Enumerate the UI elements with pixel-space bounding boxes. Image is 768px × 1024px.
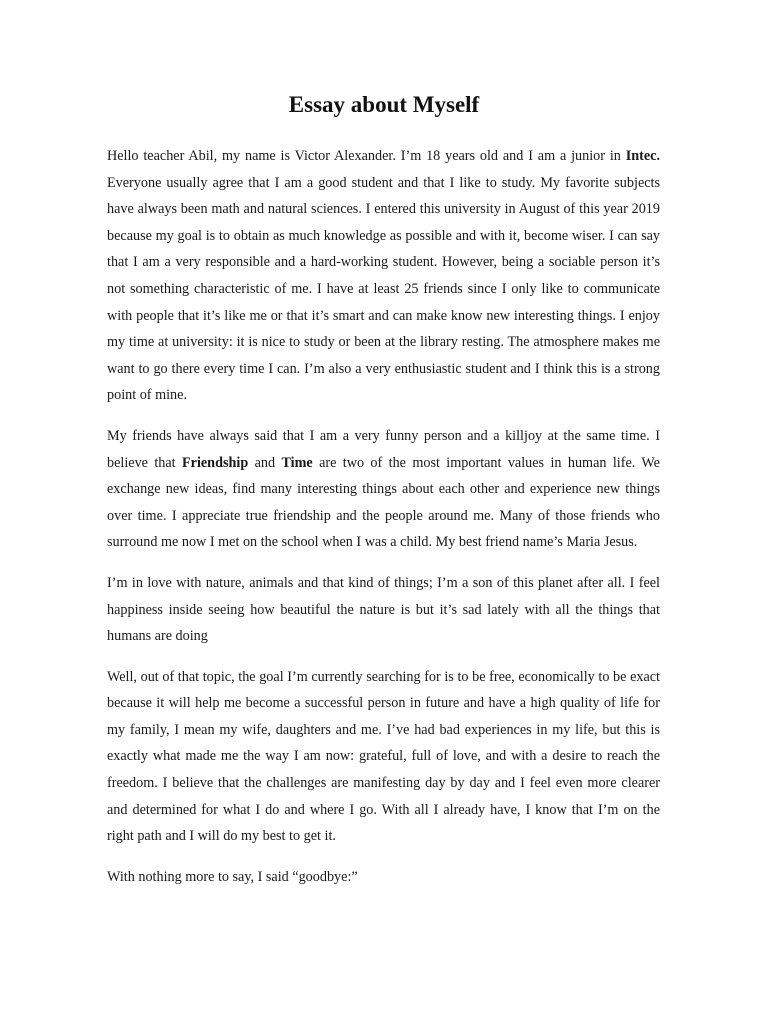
text-segment: My friends have always said that I am a very funny person and a killjoy at the same time. I believe that <box>107 427 660 471</box>
text-segment-bold: Friendship <box>181 454 249 471</box>
text-segment: Hello teacher Abil, my name is Victor Alexander. I’m 18 years old and I am a junior in <box>107 148 626 164</box>
document-body <box>107 143 660 904</box>
paragraph-intro <box>107 143 660 409</box>
document-title: Essay about Myself <box>288 92 480 117</box>
text-segment-bold: Intec. <box>625 148 660 164</box>
text-segment: Well, out of that topic, the goal I’m currently searching for is to be free, economically to be exact because it will help me become a successful person in future and have a high quality of life for my family, I mean my wife, daughters and me. I’ve had bad experiences in my life, but this is exactly what made me the way I am now: grateful, full of love, and with a desire to reach the freedom. I believe that the challenges are manifesting day by day and I feel even more clearer and determined for what I do and where I go. With all I already have, I know that I’m on the right path and I will do my best to get it. <box>107 668 660 845</box>
paragraph-friends <box>107 423 660 556</box>
text-segment: Everyone usually agree that I am a good student and that I like to study. My favorite subjects have always been math and natural sciences. I entered this university in August of this year 2019 because my goal is to obtain as much knowledge as possible and with it, become wiser. I can say that I am a very responsible and a hard-working student. However, being a sociable person it’s not something characteristic of me. I have at least 25 friends since I only like to communicate with people that it’s like me or that it’s smart and can make know new interesting things. I enjoy my time at university: it is nice to study or been at the library resting. The atmosphere makes me want to go there every time I can. I’m also a very enthusiastic student and I think this is a strong point of mine. <box>107 174 660 404</box>
paragraph-closing <box>107 864 660 891</box>
paragraph-nature <box>107 570 660 650</box>
text-segment-bold: Time <box>281 454 313 471</box>
text-segment: I’m in love with nature, animals and that kind of things; I’m a son of this planet after all. I feel happiness inside seeing how beautiful the nature is but it’s sad lately with all the things that humans are doing <box>107 574 660 645</box>
paragraph-goals <box>107 664 660 850</box>
text-segment: are two of the most important values in human life. We exchange new ideas, find many interesting things about each other and experience new things over time. I appreciate true friendship and the people around me. Many of those friends who surround me now I met on the school when I was a child. My best friend name’s Maria Jesus. <box>107 454 660 551</box>
text-segment: and <box>248 454 282 471</box>
text-segment: With nothing more to say, I said “goodbye:” <box>107 868 358 885</box>
